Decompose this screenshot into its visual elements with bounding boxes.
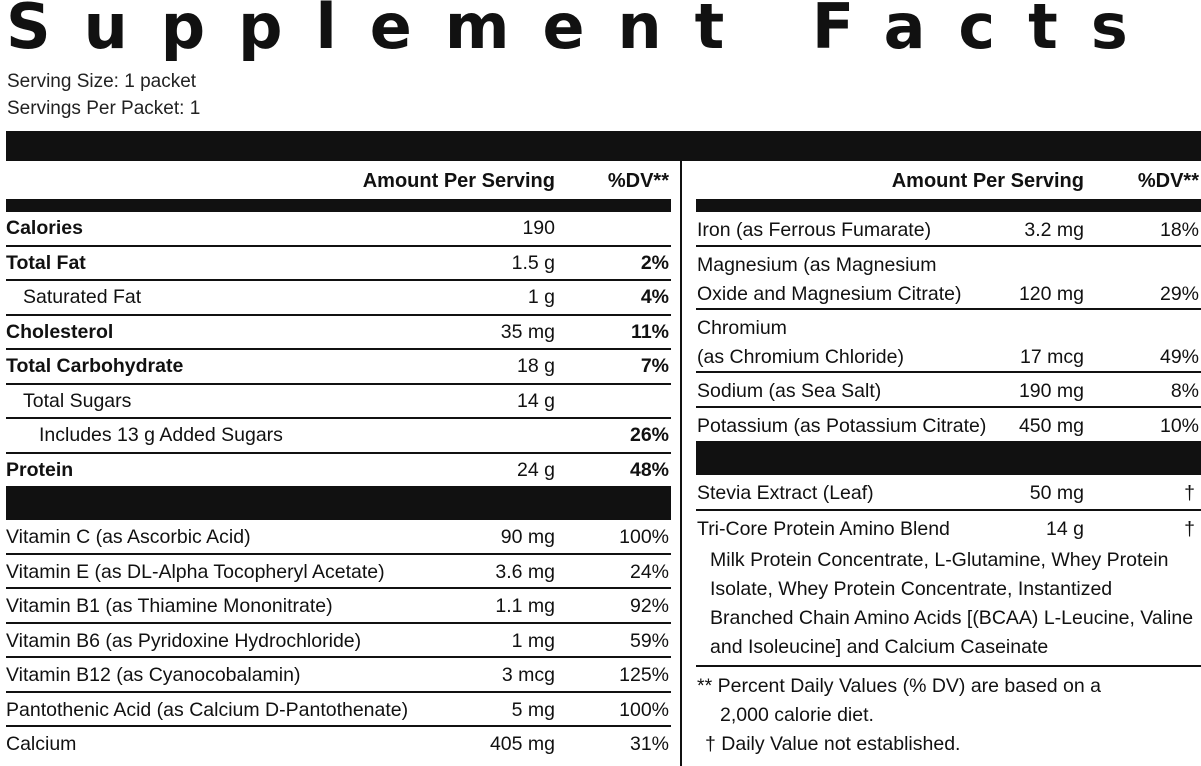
nutrient-amount: 17 mcg [1020,346,1084,368]
top-divider-bar [6,131,1201,161]
nutrient-name: Chromium [697,317,787,339]
blend-ingredients: Milk Protein Concentrate, L-Glutamine, Whey Protein Isolate, Whey Protein Concentrate, Instantized Branched Chain Amino Acids [(BCAA) L-Leucine, Valine and Isoleucine] and Calcium Caseinate [710,549,1194,658]
nutrient-dv: 59% [629,629,669,652]
nutrient-name: Cholesterol [6,320,114,343]
column-divider [680,160,682,766]
nutrient-dv: 24% [629,560,669,583]
nutrient-name: Magnesium (as Magnesium [697,254,937,276]
nutrient-name: Stevia Extract (Leaf) [697,482,874,504]
nutrient-dv: 100% [619,526,669,548]
mineral-row [696,247,1201,310]
nutrient-amount: 1 g [527,286,555,308]
vitamin-row [6,624,671,659]
nutrient-amount: 90 mg [500,526,555,548]
nutrient-name: Total Carbohydrate [6,355,184,377]
nutrient-dv: 31% [629,733,669,755]
nutrient-dv: 125% [619,664,669,686]
nutrient-amount: 1.1 mg [495,595,555,617]
vitamin-row [6,727,671,760]
left-table-header [6,161,671,199]
nutrient-name: Tri-Core Protein Amino Blend [697,518,950,540]
nutrient-dv: 26% [629,424,669,446]
nutrient-dv: 10% [1159,415,1199,437]
nutrient-row [6,212,671,247]
header-amount-per-serving: Amount Per Serving [891,170,1084,192]
nutrient-dv: 8% [1170,380,1199,402]
nutrient-row [6,454,671,489]
nutrient-dv: 48% [629,458,669,481]
nutrient-name: Vitamin E (as DL-Alpha Tocopheryl Acetate) [6,560,385,583]
nutrient-amount: 3 mcg [501,664,555,686]
thick-rule [696,199,1201,212]
nutrient-name: Vitamin B6 (as Pyridoxine Hydrochloride) [6,629,362,652]
nutrient-name: Calories [6,217,83,239]
vitamin-row [6,555,671,590]
right-nutrient-table [696,161,1201,545]
servings-per-packet: Servings Per Packet: 1 [7,98,201,119]
nutrient-name: Potassium (as Potassium Citrate) [697,415,987,437]
vitamin-row [6,520,671,555]
nutrient-name: Includes 13 g Added Sugars [39,424,283,446]
nutrient-name: Vitamin C (as Ascorbic Acid) [6,526,251,548]
nutrient-dv: 11% [631,320,669,343]
nutrient-amount: 1 mg [511,629,555,652]
nutrient-dv: 100% [619,698,669,721]
nutrient-dv: 7% [640,355,669,377]
header-percent-dv: %DV** [1137,170,1199,192]
nutrient-name: Pantothenic Acid (as Calcium D-Pantothenate) [6,698,409,721]
nutrient-amount: 120 mg [1018,283,1084,305]
nutrient-dv: 18% [1159,219,1199,241]
footnote-dv-line-1: ** Percent Daily Values (% DV) are based on a [697,675,1101,697]
nutrient-amount: 1.5 g [511,251,555,274]
nutrient-amount: 14 g [517,389,555,412]
serving-size: Serving Size: 1 packet [7,71,197,92]
other-ingredient-row [696,511,1201,545]
nutrient-dv: † [1184,482,1195,504]
nutrient-amount: 405 mg [489,733,555,755]
nutrient-amount: 35 mg [500,320,555,343]
vitamin-row [6,693,671,728]
vitamin-row [6,658,671,693]
nutrient-amount: 5 mg [511,698,555,721]
header-amount-per-serving: Amount Per Serving [362,170,555,192]
nutrient-amount: 190 mg [1018,380,1084,402]
left-nutrient-table [6,161,671,760]
nutrient-row [6,281,671,316]
footnote-dv-line-2: 2,000 calorie diet. [720,704,874,726]
other-ingredient-row [696,475,1201,511]
nutrient-amount: 14 g [1046,518,1084,540]
panel-title: Supplement Facts [6,0,1161,63]
nutrient-row [6,419,671,454]
footnote-rule [696,665,1201,667]
nutrient-amount: 190 [522,217,555,239]
nutrient-dv: 49% [1159,346,1199,368]
nutrient-amount: 3.2 mg [1024,219,1084,241]
header-percent-dv: %DV** [607,170,669,192]
footnote-dagger: † Daily Value not established. [705,733,961,755]
nutrient-dv: 4% [640,286,669,308]
section-bar [6,488,671,520]
nutrient-name: Iron (as Ferrous Fumarate) [697,219,932,241]
nutrient-amount: 50 mg [1029,482,1084,504]
mineral-row [696,310,1201,373]
thick-rule [6,199,671,212]
nutrient-dv: 92% [629,595,669,617]
mineral-row [696,373,1201,408]
nutrient-dv: † [1184,518,1195,540]
nutrient-name: Vitamin B1 (as Thiamine Mononitrate) [6,595,333,617]
vitamin-row [6,589,671,624]
nutrient-dv: 2% [640,251,669,274]
nutrient-row [6,385,671,420]
nutrient-amount: 450 mg [1018,415,1084,437]
nutrient-row [6,316,671,351]
nutrient-name: (as Chromium Chloride) [697,346,904,368]
nutrient-row [6,350,671,385]
nutrient-amount: 3.6 mg [495,560,555,583]
nutrient-name: Sodium (as Sea Salt) [697,380,882,402]
nutrient-amount: 18 g [517,355,555,377]
nutrient-row [6,247,671,282]
nutrient-amount: 24 g [517,458,555,481]
nutrient-name: Total Fat [6,251,86,274]
section-bar [696,443,1201,475]
nutrient-name: Oxide and Magnesium Citrate) [697,283,962,305]
right-table-header [696,161,1201,199]
mineral-row [696,212,1201,247]
nutrient-name: Protein [6,458,74,481]
nutrient-dv: 29% [1159,283,1199,305]
nutrient-name: Calcium [6,733,77,755]
nutrient-name: Vitamin B12 (as Cyanocobalamin) [6,664,301,686]
nutrient-name: Total Sugars [23,389,132,412]
mineral-row [696,408,1201,443]
nutrient-name: Saturated Fat [23,286,142,308]
